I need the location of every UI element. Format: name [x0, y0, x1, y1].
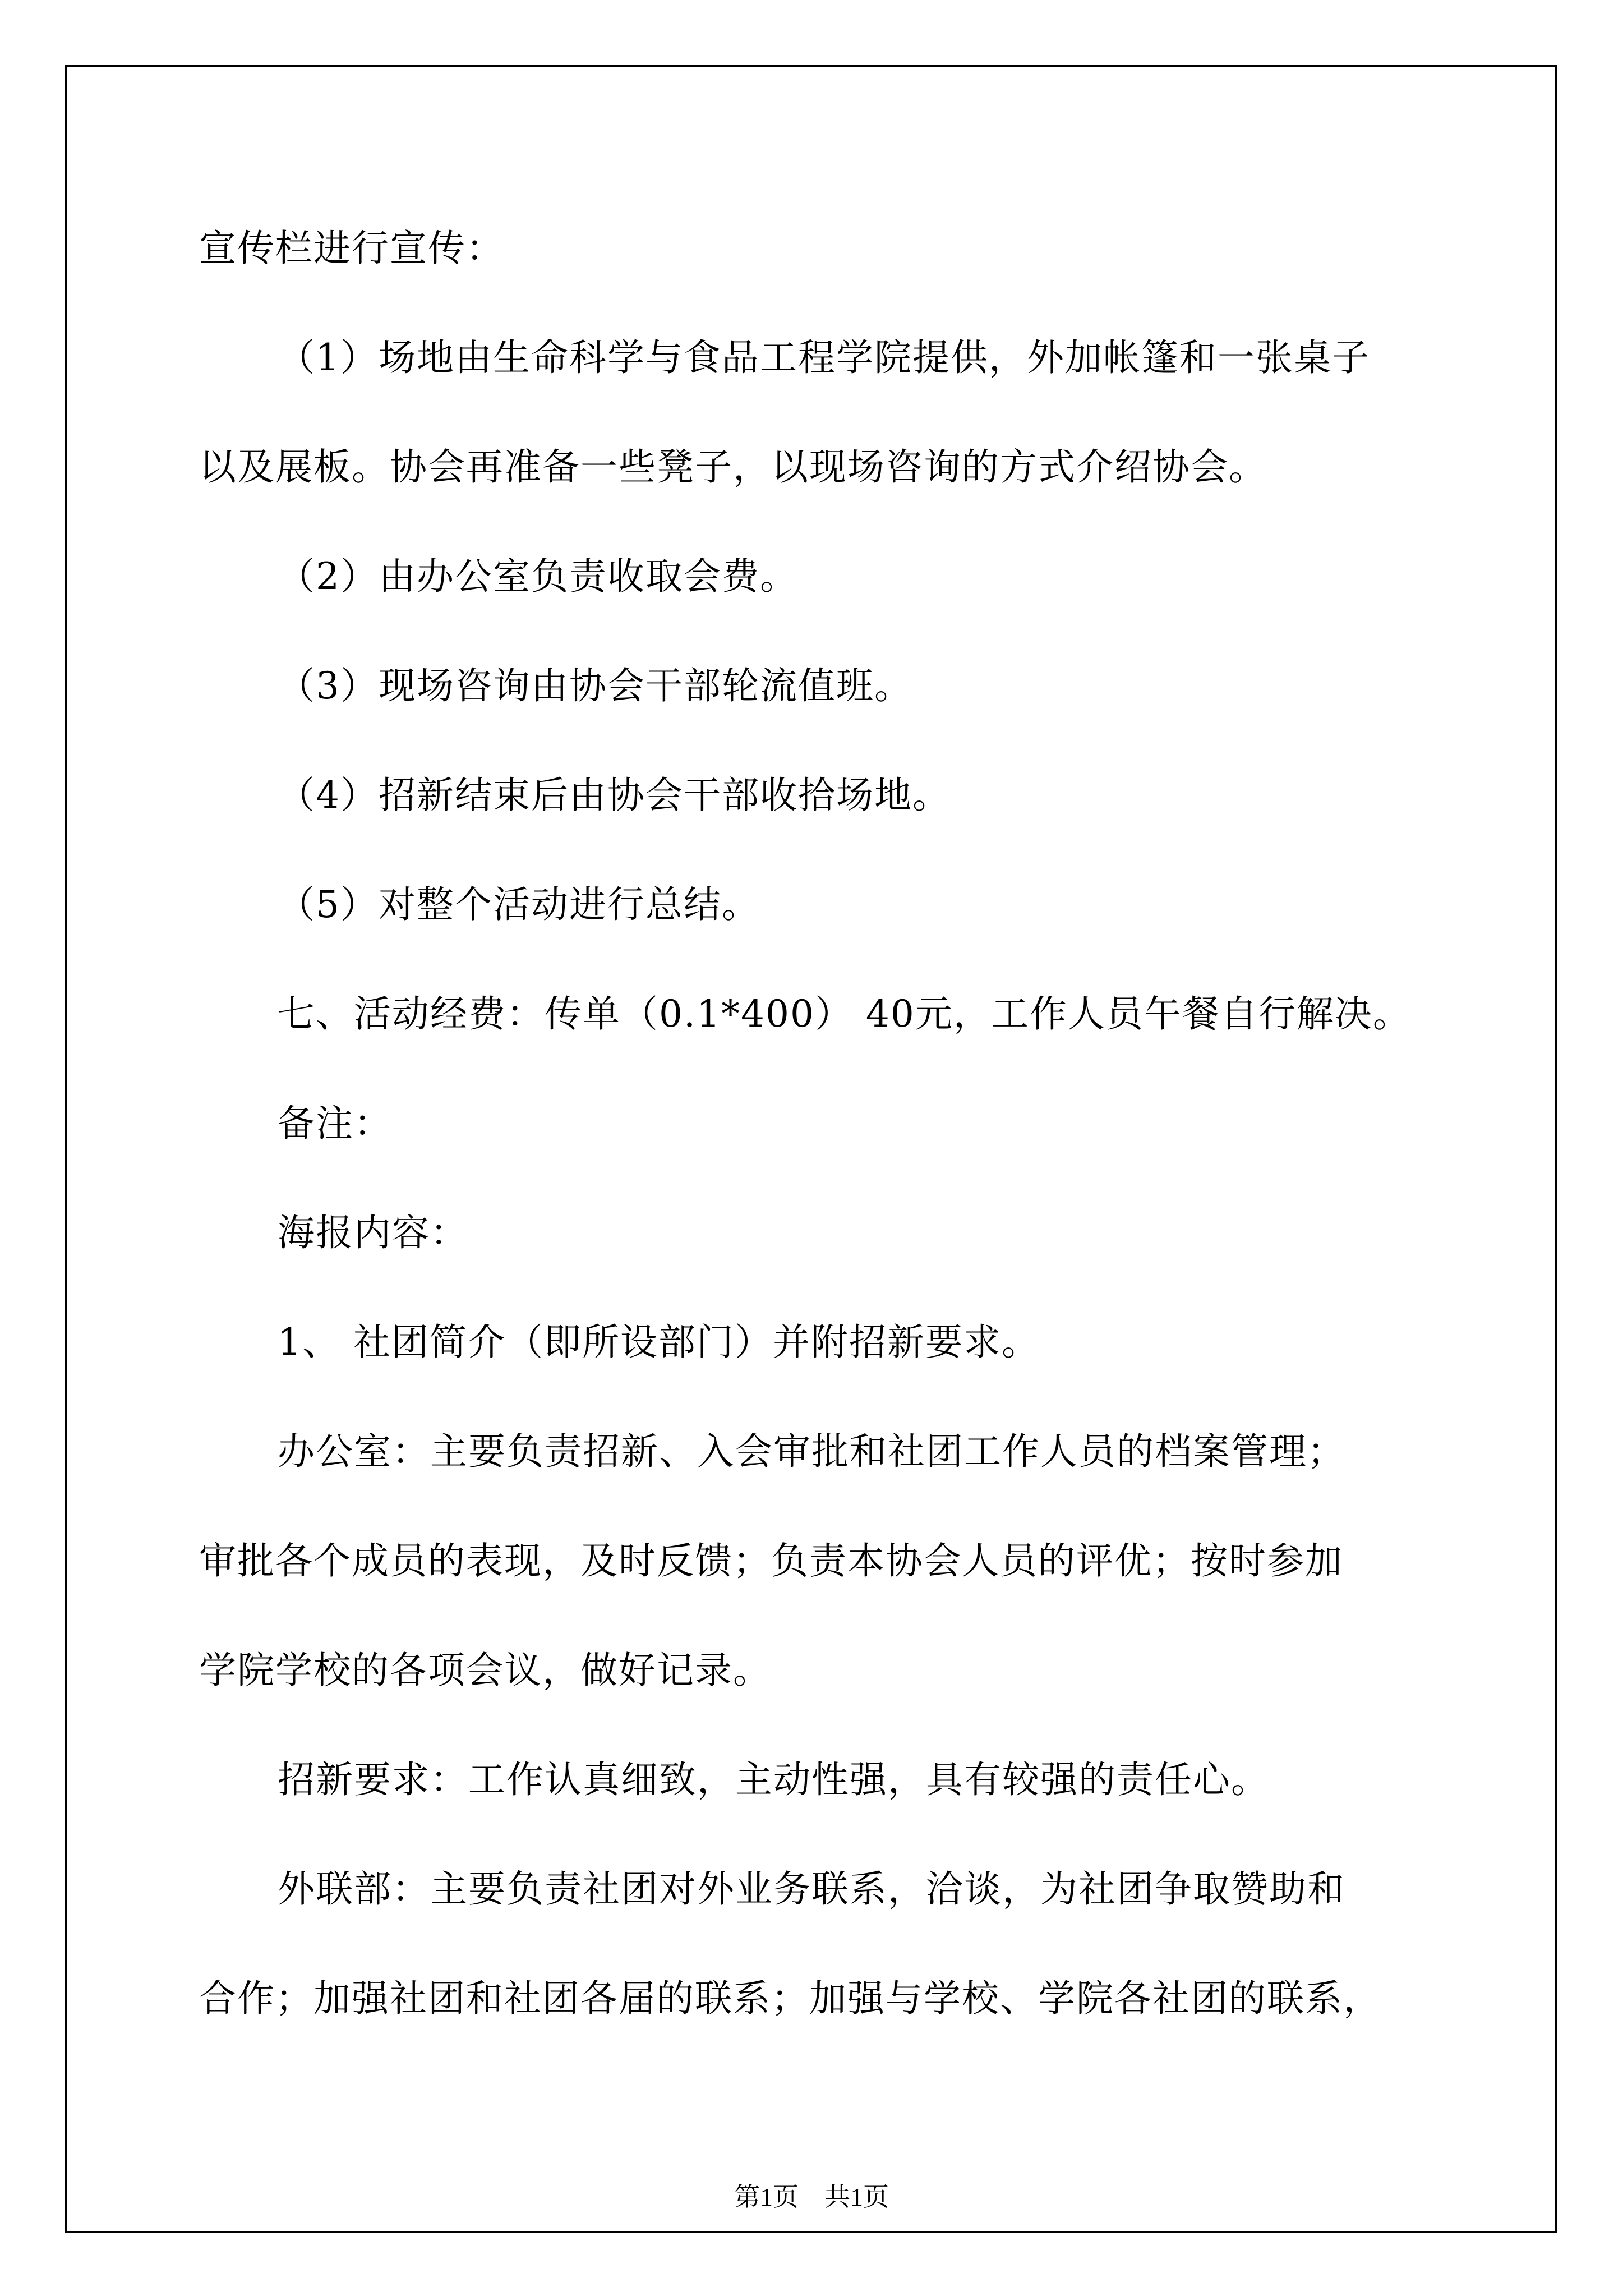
- paragraph-line: 1、 社团简介（即所设部门）并附招新要求。: [278, 1320, 1040, 1364]
- paragraph-line: （4）招新结束后由协会干部收拾场地。: [278, 774, 951, 817]
- paragraph-line: 备注：: [278, 1102, 392, 1145]
- paragraph-line: 学院学校的各项会议，做好记录。: [199, 1649, 771, 1692]
- paragraph-line: 海报内容：: [278, 1211, 468, 1254]
- paragraph-line: 审批各个成员的表现，及时反馈；负责本协会人员的评优；按时参加: [199, 1539, 1343, 1582]
- paragraph-line: （2）由办公室负责收取会费。: [278, 555, 798, 598]
- paragraph-line: 七、活动经费：传单（0.1*400） 40元，工作人员午餐自行解决。: [278, 992, 1411, 1036]
- paragraph-line: 招新要求：工作认真细致，主动性强，具有较强的责任心。: [278, 1758, 1269, 1801]
- document-body: [199, 222, 1433, 2081]
- paragraph-line: （5）对整个活动进行总结。: [278, 883, 760, 926]
- paragraph-line: 宣传栏进行宣传：: [199, 227, 504, 270]
- paragraph-line: （1）场地由生命科学与食品工程学院提供，外加帐篷和一张桌子: [278, 336, 1370, 379]
- paragraph-line: 以及展板。协会再准备一些凳子，以现场咨询的方式介绍协会。: [199, 445, 1267, 489]
- paragraph-line: 办公室：主要负责招新、入会审批和社团工作人员的档案管理；: [278, 1430, 1345, 1473]
- page-footer: 第1页 共1页: [734, 2183, 889, 2211]
- paragraph-line: （3）现场咨询由协会干部轮流值班。: [278, 664, 912, 707]
- paragraph-line: 外联部：主要负责社团对外业务联系，洽谈，为社团争取赞助和: [278, 1867, 1345, 1911]
- paragraph-line: 合作；加强社团和社团各届的联系；加强与学校、学院各社团的联系，: [199, 1977, 1381, 2020]
